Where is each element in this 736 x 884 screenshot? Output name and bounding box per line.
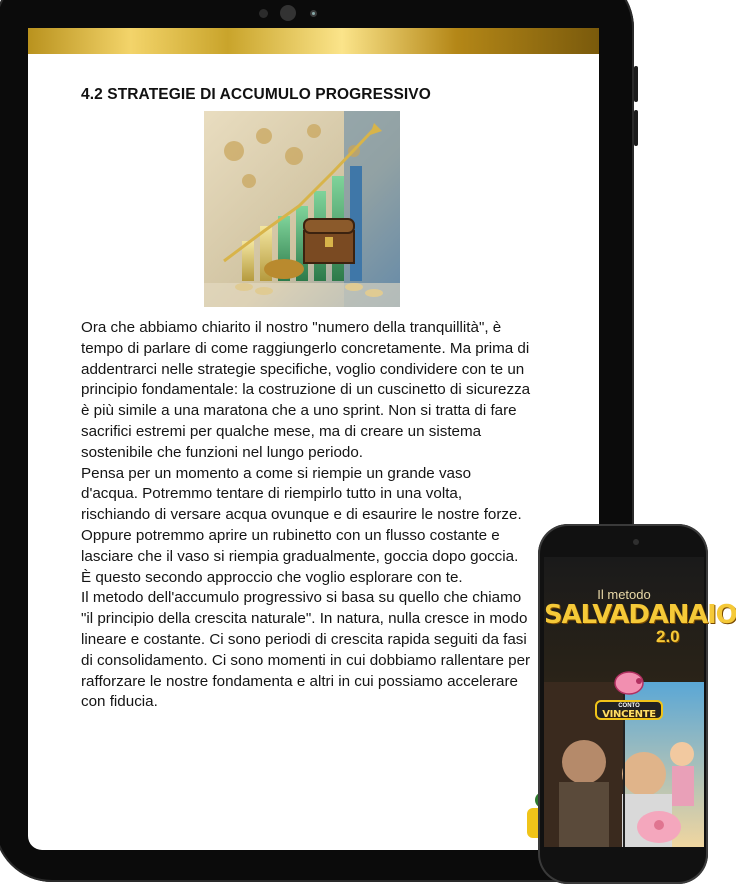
paragraph-1: Ora che abbiamo chiarito il nostro "numero della tranquillità", è tempo di parlare di come raggiungerlo concretamente. Ma prima di addentrarci nelle strategie specifiche, voglio condividere con te un principio fondamentale: la costruzione di un cuscinetto di sicurezza è più simile a una maratona che a uno sprint. Non si tratta di fare sacrifici estremi per qualche mese, ma di creare un sistema sostenibile che funzioni nel lungo periodo. [81, 319, 531, 461]
body-text [81, 318, 531, 713]
paragraph-3: Il metodo dell'accumulo progressivo si basa su quello che chiamo "il principio della crescita naturale". In natura, nulla cresce in modo lineare e costante. Ci sono periodi di crescita rapida seguiti da fasi di consolidamento. Ci sono momenti in cui dobbiamo rallentare per rafforzare le nostre fondamenta e altri in cui possiamo accelerare con fiducia. [81, 589, 531, 711]
phone-camera-icon [633, 539, 639, 545]
finance-growth-illustration [204, 111, 400, 307]
light-sensor-icon [310, 10, 317, 17]
camera-icon [280, 5, 296, 21]
book-cover [544, 557, 736, 847]
tablet-screen [28, 28, 599, 850]
piggy-bank-logo-icon [594, 663, 664, 733]
cover-version: 2.0 [656, 627, 680, 646]
page-title: 4.2 STRATEGIE DI ACCUMULO PROGRESSIVO [81, 86, 431, 103]
sensor-icon [259, 9, 268, 18]
phone-device [538, 524, 736, 884]
cover-logo-name: VINCENTE [602, 709, 656, 720]
gold-header-bar [28, 28, 599, 54]
cover-logo-top: CONTO [618, 703, 640, 709]
cover-title: SALVADANAIO [544, 600, 736, 630]
paragraph-2: Pensa per un momento a come si riempie un grande vaso d'acqua. Potremmo tentare di riempirlo tutto in una volta, rischiando di versare acqua ovunque e di esaurire le nostre forze. Oppure potremmo aprire un rubinetto con un flusso costante e lasciare che il vaso si riempia gradualmente, goccia dopo goccia. È questo secondo approccio che voglio esplorare con te. [81, 464, 522, 586]
volume-up-button [634, 66, 638, 102]
volume-down-button [634, 110, 638, 146]
cover-kicker: Il metodo [597, 587, 651, 602]
